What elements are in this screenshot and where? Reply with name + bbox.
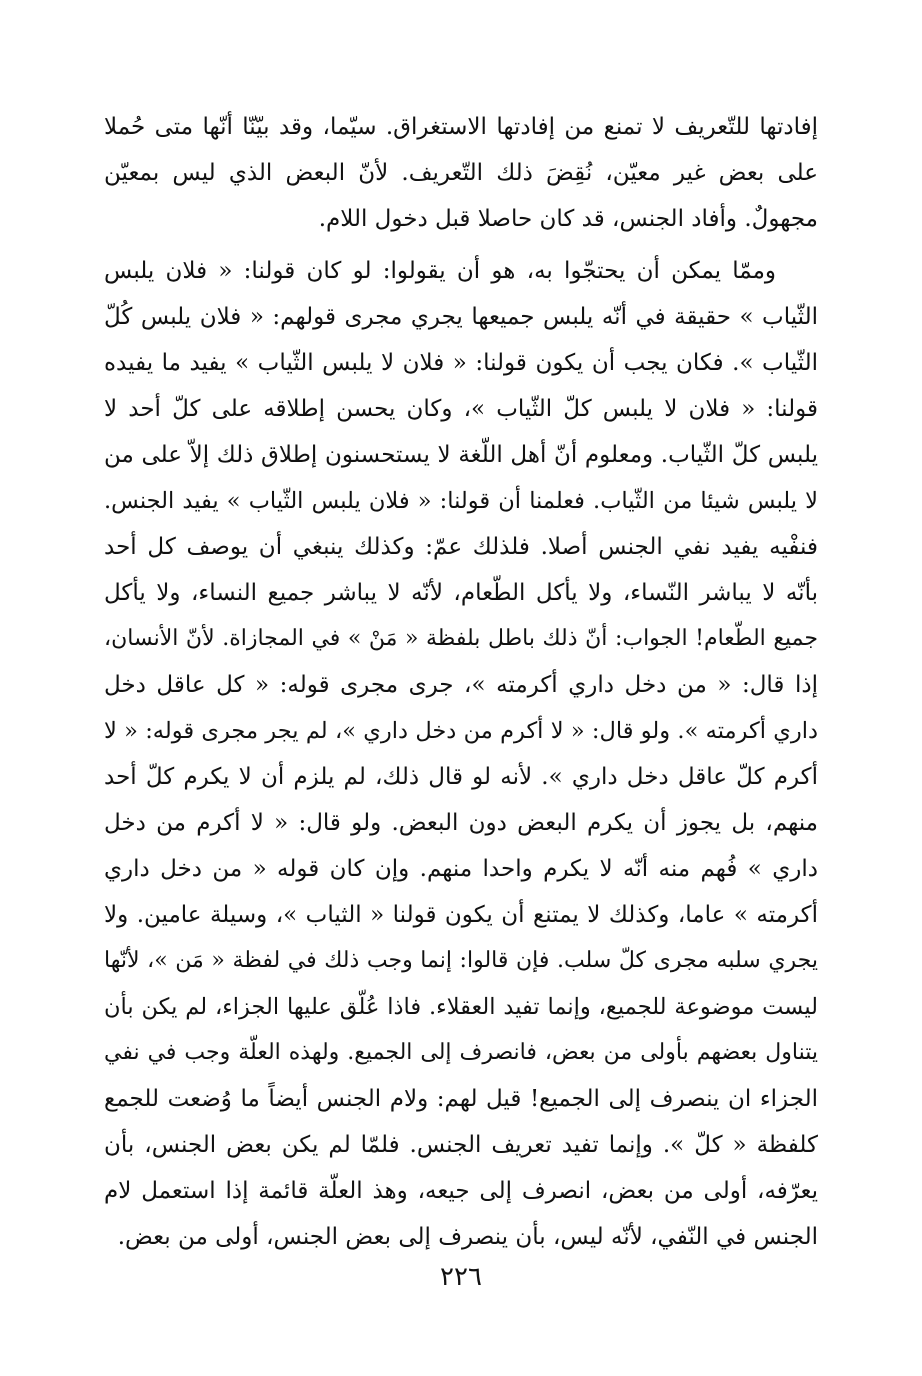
- text-line: وممّا يمكن أن يحتجّوا به، هو أن يقولوا: لو كان قولنا: « فلان يلبس: [104, 258, 776, 284]
- text-line: يلبس كلّ الثّياب. ومعلوم أنّ أهل اللّغة لا يستحسنون إطلاق ذلك إلاّ على من: [104, 442, 818, 468]
- text-line: أكرمته » عاما، وكذلك لا يمتنع أن يكون قولنا « الثياب »، وسيلة عامين. ولا: [104, 902, 818, 928]
- text-line: لا يلبس شيئا من الثّياب. فعلمنا أن قولنا: « فلان يلبس الثّياب » يفيد الجنس.: [104, 488, 818, 514]
- text-line: فنفْيه يفيد نفي الجنس أصلا. فلذلك عمّ: وكذلك ينبغي أن يوصف كل أحد: [104, 534, 818, 560]
- text-line: ليست موضوعة للجميع، وإنما تفيد العقلاء. فاذا عُلّق عليها الجزاء، لم يكن بأن: [104, 994, 818, 1020]
- page-number: ٢٢٦: [440, 1262, 482, 1292]
- text-line: الجنس في النّفي، لأنّه ليس، بأن ينصرف إلى بعض الجنس، أولى من بعض.: [117, 1224, 818, 1250]
- text-line: منهم، بل يجوز أن يكرم البعض دون البعض. ولو قال: « لا أكرم من دخل: [104, 810, 818, 836]
- text-line: على بعض غير معيّن، نُقِضَ ذلك التّعريف. لأنّ البعض الذي ليس بمعيّن: [104, 160, 818, 186]
- text-line: أكرم كلّ عاقل دخل داري ». لأنه لو قال ذلك، لم يلزم أن لا يكرم كلّ أحد: [104, 764, 818, 790]
- text-line: إفادتها للتّعريف لا تمنع من إفادتها الاستغراق. سيّما، وقد بيّنّا أنّها متى حُملا: [104, 114, 818, 140]
- text-line: داري » فُهم منه أنّه لا يكرم واحدا منهم. وإن كان قوله « من دخل داري: [104, 856, 818, 882]
- text-line: الثّياب ». فكان يجب أن يكون قولنا: « فلان لا يلبس الثّياب » يفيد ما يفيده: [104, 350, 818, 376]
- text-line: داري أكرمته ». ولو قال: « لا أكرم من دخل داري »، لم يجر مجرى قوله: « لا: [104, 718, 818, 744]
- text-line: جميع الطّعام! الجواب: أنّ ذلك باطل بلفظة « مَنْ » في المجازاة. لأنّ الأنسان،: [104, 626, 818, 651]
- paragraph-1: [104, 104, 818, 242]
- text-line: إذا قال: « من دخل داري أكرمته »، جرى مجرى قوله: « كل عاقل دخل: [104, 672, 818, 698]
- text-line: يتناول بعضهم بأولى من بعض، فانصرف إلى الجميع. ولهذه العلّة وجب في نفي: [104, 1040, 818, 1065]
- text-line: قولنا: « فلان لا يلبس كلّ الثّياب »، وكان يحسن إطلاقه على كلّ أحد لا: [104, 396, 818, 422]
- text-line: الثّياب » حقيقة في أنّه يلبس جميعها يجري مجرى قولهم: « فلان يلبس كُلّ: [104, 304, 818, 330]
- text-line: الجزاء ان ينصرف إلى الجميع! قيل لهم: ولام الجنس أيضاً ما وُضعت للجمع: [104, 1086, 818, 1112]
- text-line: بأنّه لا يباشر النّساء، ولا يأكل الطّعام، لأنّه لا يباشر جميع النساء، ولا يأكل: [104, 580, 818, 606]
- text-line: يعرّفه، أولى من بعض، انصرف إلى جيعه، وهذ العلّة قائمة إذا استعمل لام: [104, 1178, 818, 1204]
- paragraph-2: [104, 248, 818, 1260]
- text-line: كلفظة « كلّ ». وإنما تفيد تعريف الجنس. فلمّا لم يكن بعض الجنس، بأن: [104, 1132, 818, 1158]
- text-line: يجري سلبه مجرى كلّ سلب. فإن قالوا: إنما وجب ذلك في لفظة « مَن »، لأنّها: [104, 948, 818, 973]
- text-line: مجهولٌ. وأفاد الجنس، قد كان حاصلا قبل دخول اللام.: [318, 206, 818, 232]
